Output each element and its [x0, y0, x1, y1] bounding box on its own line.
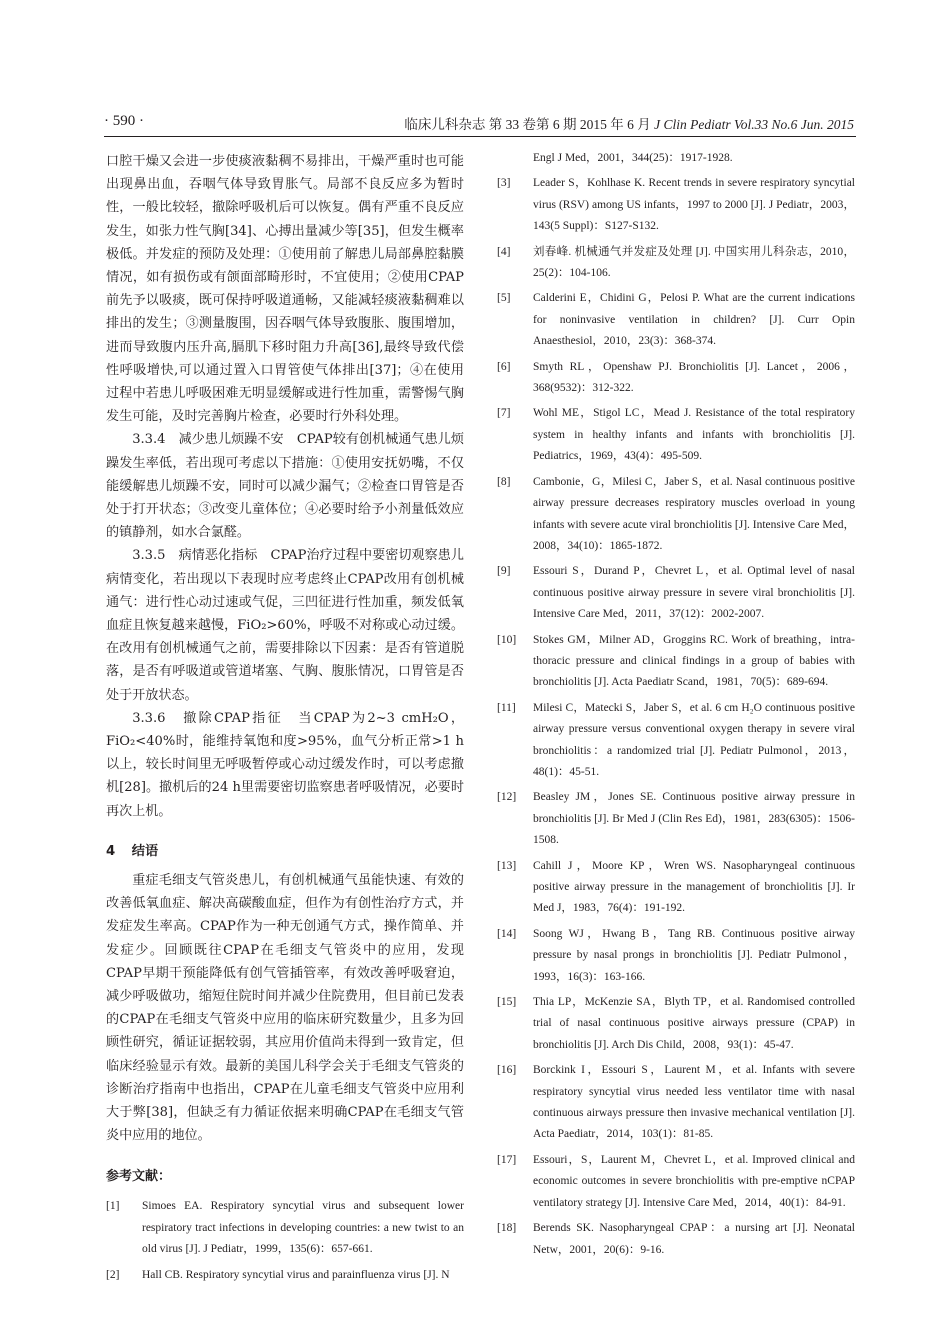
reference-text: Hall CB. Respiratory syncytial virus and parainfluenza virus [J]. N [142, 1268, 450, 1281]
reference-item [497, 357, 855, 400]
reference-item [497, 472, 855, 558]
reference-number: [17] [497, 1153, 517, 1166]
reference-number: [16] [497, 1064, 517, 1077]
reference-item [497, 403, 855, 467]
reference-item [497, 1060, 855, 1146]
section-title: 结语 [131, 843, 159, 859]
reference-number: [6] [497, 360, 511, 373]
reference-text: 刘春峰. 机械通气并发症及处理 [J]. 中国实用儿科杂志，2010，25(2)：104-106. [533, 245, 855, 280]
reference-number: [12] [497, 791, 517, 804]
journal-name-cn: 临床儿科杂志 第 33 卷第 6 期 2015 年 6 月 [404, 117, 651, 132]
section-number: 4 [106, 843, 116, 859]
reference-number: [18] [497, 1222, 517, 1235]
reference-number: [9] [497, 565, 511, 578]
reference-number: [2] [106, 1268, 120, 1281]
subsection-3-3-6: 3.3.6 撤除CPAP指征 当CPAP为2~3 cmH₂O，FiO₂<40%时，能维持氧饱和度>95%，血气分析正常>1 h以上，较长时间里无呼吸暂停或心动过缓发作时，可以考虑撤机[28]。撤机后的24 h里需要密切监察患者呼吸情况，必要时再次上机。 [106, 710, 464, 819]
reference-text: Essouri，S，Laurent M，Chevret L，et al. Improved clinical and economic outcomes in severe bronchiolitis with pre-emptive nCPAP ventilatory strategy [J]. Intensive Care Med，2014，40(1)：84-91. [533, 1153, 855, 1209]
reference-item [106, 1196, 464, 1260]
section-heading [106, 840, 464, 859]
reference-number: [7] [497, 407, 511, 420]
reference-item [497, 856, 855, 920]
reference-text: Milesi C，Matecki S，Jaber S，et al. 6 cm H₂O continuous positive airway pressure versus conventional oxygen therapy in severe viral bronchiolitis：a randomized trial [J]. Pediatr Pulmonol，2013，48(1)：45-51. [533, 701, 855, 778]
reference-number: [8] [497, 475, 511, 488]
reference-text: Cahill J，Moore KP，Wren WS. Nasopharyngeal continuous positive airway pressure in the management of bronchiolitis [J]. Ir Med J，1983，76(4)：191-192. [533, 859, 855, 915]
reference-number: [13] [497, 859, 517, 872]
reference-text: Wohl ME，Stigol LC，Mead J. Resistance of the total respiratory system in healthy infants and infants with bronchiolitis [J]. Pediatrics，1969，43(4)：495-509. [533, 407, 855, 463]
left-column [106, 150, 464, 1290]
subsection-3-3-4: 3.3.4 减少患儿烦躁不安 CPAP较有创机械通气患儿烦躁发生率低，若出现可考虑以下措施：①使用安抚奶嘴，不仅能缓解患儿烦躁不安，同时可以减少漏气；②检查口胃管是否处于打开状态；③改变儿童体位；④必要时给予小剂量低效应的镇静剂，如水合氯醛。 [106, 432, 464, 541]
reference-number: [5] [497, 292, 511, 305]
reference-text: Stokes GM，Milner AD，Groggins RC. Work of breathing，intra-thoracic pressure and clinical findings in a group of babies with bronchiolitis [J]. Acta Paediatr Scand，1981，70(5)：689-694. [533, 633, 855, 689]
reference-text: Essouri S，Durand P，Chevret L，et al. Optimal level of nasal continuous positive airway pressure in severe viral bronchiolitis [J]. Intensive Care Med，2011，37(12)：2002-2007. [533, 565, 855, 621]
references-heading: 参考文献： [106, 1169, 172, 1185]
reference-text: Beasley JM，Jones SE. Continuous positive airway pressure in bronchiolitis [J]. Br Med J (Clin Res Ed)，1981，283(6305)：1506-1508. [533, 791, 855, 847]
reference-item [497, 173, 855, 237]
reference-item [497, 787, 855, 851]
body-paragraph: 口腔干燥又会进一步使痰液黏稠不易排出，干燥严重时也可能出现鼻出血，吞咽气体导致胃胀气。局部不良反应多为暂时性，一般比较轻，撤除呼吸机后可以恢复。偶有严重不良反应发生，如张力性气胸[34]、心搏出量减少等[35]，但发生概率极低。并发症的预防及处理：①使用前了解患儿局部鼻腔黏膜情况，如有损伤或有颌面部畸形时，不宜使用；②使用CPAP前先予以吸痰，既可保持呼吸道通畅，又能减轻痰液黏稠难以排出的发生；③测量腹围，因吞咽气体导致腹胀、腹围增加，进而导致腹内压升高,膈肌下移时阻力升高[36],最终导致代偿性呼吸增快,可以通过置入口胃管使气体排出[37]；④在使用过程中若患儿呼吸困难无明显缓解或进行性加重，需警惕气胸发生可能，及时完善胸片检查，必要时行外科处理。 [106, 154, 464, 425]
reference-number: [10] [497, 633, 517, 646]
reference-text: Leader S，Kohlhase K. Recent trends in severe respiratory syncytial virus (RSV) among US infants，1997 to 2000 [J]. J Pediatr，2003，143(5 Suppl)：S127-S132. [533, 177, 855, 233]
reference-text: Simoes EA. Respiratory syncytial virus and subsequent lower respiratory tract infections in developing countries: a new twist to an old virus [J]. J Pediatr，1999，135(6)：657-661. [142, 1200, 464, 1256]
reference-item [106, 1265, 464, 1286]
journal-info [404, 113, 854, 133]
reference-item [497, 698, 855, 784]
reference-number: [11] [497, 701, 516, 714]
reference-item [497, 1150, 855, 1214]
right-column [497, 150, 855, 1265]
running-header [104, 108, 856, 132]
reference-text: Calderini E，Chidini G，Pelosi P. What are the current indications for noninvasive ventilation in children? [J]. Curr Opin Anaesthesiol，2010，23(3)：368-374. [533, 292, 855, 348]
reference-item [497, 630, 855, 694]
reference-item [497, 992, 855, 1056]
reference-continuation [497, 148, 855, 169]
reference-text: Cambonie，G，Milesi C，Jaber S，et al. Nasal continuous positive airway pressure decreases respiratory muscles overload in young infants with severe acute viral bronchiolitis [J]. Intensive Care Med，2008，34(10)：1865-1872. [533, 475, 855, 552]
reference-item [497, 1218, 855, 1261]
reference-text: Borckink I，Essouri S，Laurent M，et al. Infants with severe respiratory syncytial virus needed less ventilator time with nasal continuous airways pressure then invasive mechanical ventilation [J]. Acta Paediatr，2014，103(1)：81-85. [533, 1064, 855, 1141]
header-rule [104, 136, 856, 137]
reference-text: Engl J Med，2001，344(25)：1917-1928. [533, 152, 733, 164]
reference-text: Berends SK. Nasopharyngeal CPAP：a nursing art [J]. Neonatal Netw，2001，20(6)：9-16. [533, 1222, 855, 1256]
reference-item [497, 924, 855, 988]
conclusion-paragraph: 重症毛细支气管炎患儿，有创机械通气虽能快速、有效的改善低氧血症、解决高碳酸血症，但作为有创性治疗方式，并发症发生率高。CPAP作为一种无创通气方式，操作简单、并发症少。回顾既往CPAP在毛细支气管炎中的应用，发现CPAP早期干预能降低有创气管插管率，有效改善呼吸窘迫，减少呼吸做功，缩短住院时间并减少住院费用，但目前已发表的CPAP在毛细支气管炎中应用的临床研究数量少，且多为回顾性研究，循证证据较弱，其应用价值尚未得到一致肯定，但临床经验显示有效。最新的美国儿科学会关于毛细支气管炎的诊断治疗指南中也指出，CPAP在儿童毛细支气管炎中应用利大于弊[38]，但缺乏有力循证依据来明确CPAP在毛细支气管炎中应用的地位。 [106, 872, 464, 1144]
reference-number: [14] [497, 927, 517, 940]
journal-name-en: J Clin Pediatr Vol.33 No.6 Jun. 2015 [654, 117, 854, 132]
page-number: · 590 · [104, 113, 144, 129]
reference-number: [4] [497, 245, 511, 258]
reference-number: [1] [106, 1200, 120, 1213]
reference-number: [3] [497, 177, 511, 190]
reference-item [497, 288, 855, 352]
reference-item [497, 561, 855, 625]
reference-item [497, 242, 855, 285]
reference-number: [15] [497, 996, 517, 1009]
reference-text: Soong WJ，Hwang B，Tang RB. Continuous positive airway pressure by nasal prongs in bronchiolitis [J]. Pediatr Pulmonol，1993，16(3)：163-166. [533, 927, 855, 983]
subsection-3-3-5: 3.3.5 病情恶化指标 CPAP治疗过程中要密切观察患儿病情变化，若出现以下表现时应考虑终止CPAP改用有创机械通气：进行性心动过速或气促，三凹征进行性加重，频发低氧血症且恢复越来越慢，FiO₂>60%，呼吸不对称或心动过缓。在改用有创机械通气之前，需要排除以下因素：是否有管道脱落，是否有呼吸道或管道堵塞、气胸、腹胀情况，口胃管是否处于开放状态。 [106, 548, 464, 703]
reference-text: Smyth RL，Openshaw PJ. Bronchiolitis [J]. Lancet，2006，368(9532)：312-322. [533, 360, 855, 395]
reference-text: Thia LP，McKenzie SA，Blyth TP，et al. Randomised controlled trial of nasal continuous positive airways pressure (CPAP) in bronchiolitis [J]. Arch Dis Child，2008，93(1)：45-47. [533, 996, 855, 1051]
